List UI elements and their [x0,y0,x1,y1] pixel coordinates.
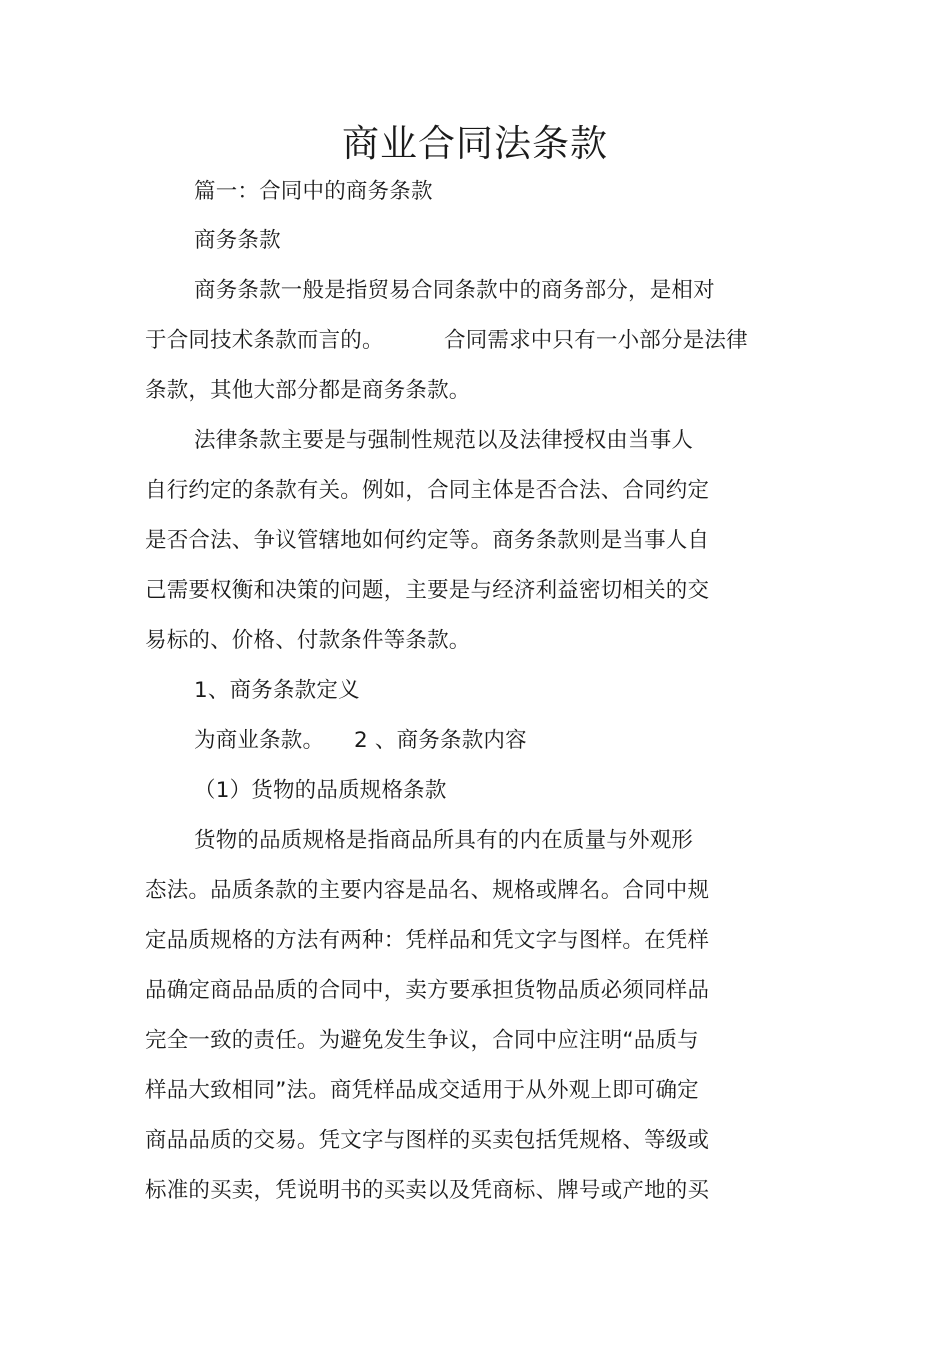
section-heading: 篇一：合同中的商务条款 [194,179,433,204]
numbered-heading: 1、商务条款定义 [194,678,360,703]
paragraph-line: 自行约定的条款有关。例如，合同主体是否合法、合同约定 [145,478,710,503]
paragraph-line: 商务条款一般是指贸易合同条款中的商务部分，是相对 [194,278,715,303]
paragraph-line: 条款，其他大部分都是商务条款。 [145,378,471,403]
paragraph-line: 己需要权衡和决策的问题，主要是与经济利益密切相关的交 [145,578,710,603]
paragraph-line: 是否合法、争议管辖地如何约定等。商务条款则是当事人自 [145,528,710,553]
paragraph-line: 完全一致的责任。为避免发生争议，合同中应注明“品质与 [145,1028,699,1053]
paragraph-line: 标准的买卖，凭说明书的买卖以及凭商标、牌号或产地的买 [145,1178,710,1203]
paragraph-line: 样品大致相同”法。商凭样品成交适用于从外观上即可确定 [145,1078,699,1103]
paragraph-line: 态法。品质条款的主要内容是品名、规格或牌名。合同中规 [145,878,710,903]
paragraph-line: 定品质规格的方法有两种：凭样品和凭文字与图样。在凭样 [145,928,710,953]
document-title: 商业合同法条款 [342,122,608,165]
paragraph-line: 易标的、价格、付款条件等条款。 [145,628,471,653]
paragraph-line: 于合同技术条款而言的。 [145,328,384,353]
paragraph-line: 商品品质的交易。凭文字与图样的买卖包括凭规格、等级或 [145,1128,710,1153]
numbered-subheading: （1）货物的品质规格条款 [194,778,447,803]
paragraph-line: 合同需求中只有一小部分是法律 [444,328,748,353]
paragraph-line: 法律条款主要是与强制性规范以及法律授权由当事人 [194,428,694,453]
paragraph-line: 品确定商品品质的合同中，卖方要承担货物品质必须同样品 [145,978,710,1003]
paragraph-line: 货物的品质规格是指商品所具有的内在质量与外观形 [194,828,694,853]
numbered-heading: 2 、商务条款内容 [354,728,527,753]
subheading: 商务条款 [194,228,281,253]
paragraph-line: 为商业条款。 [194,728,325,753]
